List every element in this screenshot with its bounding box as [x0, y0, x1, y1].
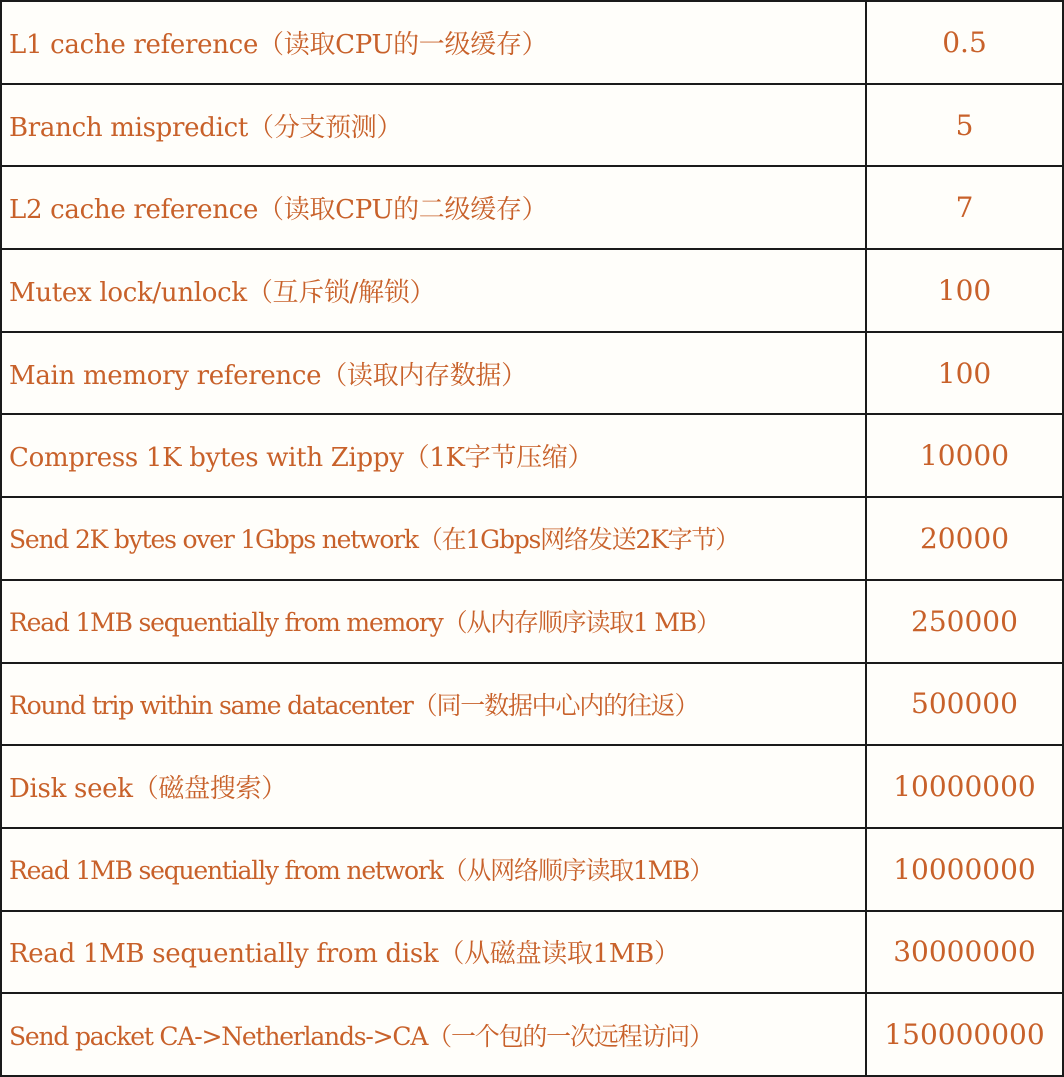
table-row — [1, 663, 1063, 746]
table-row — [1, 84, 1063, 167]
operation-cell: Read 1MB sequentially from network（从网络顺序读取1MB） — [1, 828, 866, 911]
latency-cell: 20000 — [866, 497, 1063, 580]
latency-cell: 250000 — [866, 580, 1063, 663]
table-row — [1, 249, 1063, 332]
operation-cell: Main memory reference（读取内存数据） — [1, 332, 866, 415]
operation-cell: L2 cache reference（读取CPU的二级缓存） — [1, 166, 866, 249]
table-row — [1, 1, 1063, 84]
latency-cell: 7 — [866, 166, 1063, 249]
operation-cell: L1 cache reference（读取CPU的一级缓存） — [1, 1, 866, 84]
table-row — [1, 580, 1063, 663]
table-row — [1, 332, 1063, 415]
latency-cell: 10000000 — [866, 745, 1063, 828]
latency-cell: 10000000 — [866, 828, 1063, 911]
table-row — [1, 745, 1063, 828]
latency-cell: 150000000 — [866, 993, 1063, 1076]
latency-cell: 500000 — [866, 663, 1063, 746]
table-row — [1, 911, 1063, 994]
table-row — [1, 993, 1063, 1076]
operation-cell: Branch mispredict（分支预测） — [1, 84, 866, 167]
operation-cell: Mutex lock/unlock（互斥锁/解锁） — [1, 249, 866, 332]
latency-cell: 10000 — [866, 414, 1063, 497]
operation-cell: Read 1MB sequentially from memory（从内存顺序读取1 MB） — [1, 580, 866, 663]
operation-cell: Send 2K bytes over 1Gbps network（在1Gbps网络发送2K字节） — [1, 497, 866, 580]
latency-cell: 0.5 — [866, 1, 1063, 84]
latency-cell: 100 — [866, 332, 1063, 415]
table-row — [1, 828, 1063, 911]
latency-cell: 100 — [866, 249, 1063, 332]
operation-cell: Read 1MB sequentially from disk（从磁盘读取1MB） — [1, 911, 866, 994]
table-row — [1, 166, 1063, 249]
latency-cell: 5 — [866, 84, 1063, 167]
latency-cell: 30000000 — [866, 911, 1063, 994]
table-row — [1, 497, 1063, 580]
operation-cell: Send packet CA->Netherlands->CA（一个包的一次远程访问） — [1, 993, 866, 1076]
operation-cell: Round trip within same datacenter（同一数据中心内的往返） — [1, 663, 866, 746]
operation-cell: Disk seek（磁盘搜索） — [1, 745, 866, 828]
operation-cell: Compress 1K bytes with Zippy（1K字节压缩） — [1, 414, 866, 497]
table-row — [1, 414, 1063, 497]
